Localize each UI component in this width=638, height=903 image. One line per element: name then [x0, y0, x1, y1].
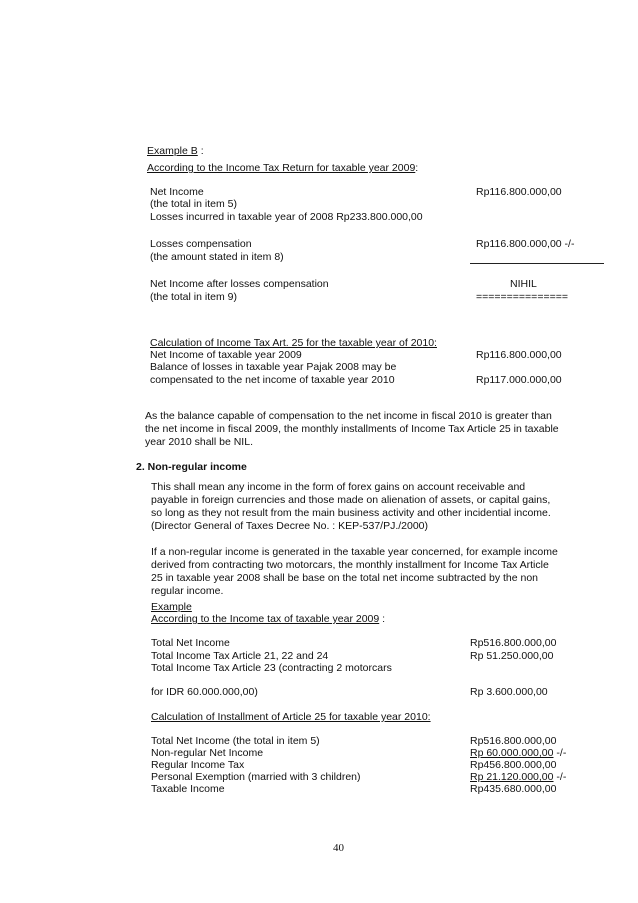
example-row-value: Rp516.800.000,00	[470, 637, 557, 649]
example-b-row-label: Net Income after losses compensation	[150, 278, 329, 290]
installment-row-value: Rp516.800.000,00	[470, 735, 557, 747]
section-2-para2-line: derived from contracting two motorcars, the monthly installment for Income Tax Article	[151, 559, 549, 571]
example-b-heading: Example B :	[147, 145, 204, 157]
example-row-label: for IDR 60.000.000,00)	[151, 686, 258, 698]
subtotal-rule	[470, 263, 604, 264]
double-rule-text: ===============	[476, 291, 568, 303]
calc-2010-row-value: Rp117.000.000,00	[476, 374, 562, 386]
example-b-row-label: (the total in item 9)	[150, 291, 237, 303]
installment-row-label: Personal Exemption (married with 3 children)	[151, 771, 361, 783]
example-row-label: Total Income Tax Article 21, 22 and 24	[151, 650, 329, 662]
installment-row-label: Taxable Income	[151, 783, 225, 795]
installment-row-label: Regular Income Tax	[151, 759, 245, 771]
section-2-para2-line: If a non-regular income is generated in the taxable year concerned, for example income	[151, 546, 558, 558]
example-row-label: Total Net Income	[151, 637, 230, 649]
section-2-para2-line: 25 in taxable year 2008 shall be base on the total net income subtracted by the non	[151, 572, 539, 584]
example-b-row-value: Rp116.800.000,00	[476, 186, 562, 198]
installment-row-label: Non-regular Net Income	[151, 747, 264, 759]
example-b-row-label: Losses compensation	[150, 238, 252, 250]
calc-2010-heading: Calculation of Income Tax Art. 25 for the taxable year of 2010:	[150, 337, 437, 349]
conclusion-line: the net income in fiscal 2009, the monthly installments of Income Tax Article 25 in taxable	[145, 423, 559, 435]
example-b-row-label: (the amount stated in item 8)	[150, 251, 284, 263]
calc-2010-row-value: Rp116.800.000,00	[476, 349, 562, 361]
calc-2010-row-label: Balance of losses in taxable year Pajak 2008 may be	[150, 361, 397, 373]
section-2-para1-line: This shall mean any income in the form of forex gains on account receivable and	[151, 481, 526, 493]
example-b-row-value: Rp116.800.000,00 -/-	[476, 238, 575, 250]
section-2-heading: 2. Non-regular income	[136, 461, 247, 473]
calc-2010-row-label: Net Income of taxable year 2009	[150, 349, 302, 361]
calc-2010-row-label: compensated to the net income of taxable year 2010	[150, 374, 395, 386]
installment-row-value: Rp456.800.000,00	[470, 759, 557, 771]
example-row-label: Total Income Tax Article 23 (contracting 2 motorcars	[151, 662, 392, 674]
example-row-value: Rp 51.250.000,00	[470, 650, 554, 662]
installment-row-label: Total Net Income (the total in item 5)	[151, 735, 320, 747]
example-b-row-label: Net Income	[150, 186, 204, 198]
installment-row-value: Rp 21.120.000,00 -/-	[470, 771, 567, 783]
page-number: 40	[333, 842, 344, 854]
section-2-para1-line: payable in foreign currencies and those made on alienation of assets, or capital gains,	[151, 494, 551, 506]
conclusion-line: As the balance capable of compensation to the net income in fiscal 2010 is greater than	[145, 410, 552, 422]
example-intro: According to the Income tax of taxable year 2009 :	[151, 613, 386, 625]
installment-row-value: Rp 60.000.000,00 -/-	[470, 747, 567, 759]
example-b-row-value: NIHIL	[510, 278, 537, 290]
section-2-para1-line: (Director General of Taxes Decree No. : KEP-537/PJ./2000)	[151, 520, 429, 532]
section-2-para1-line: so long as they not result from the main business activity and other incidential income.	[151, 507, 551, 519]
example-row-value: Rp 3.600.000,00	[470, 686, 548, 698]
example-b-row-label: (the total in item 5)	[150, 198, 237, 210]
installment-heading: Calculation of Installment of Article 25 for taxable year 2010:	[151, 711, 431, 723]
example-b-row-label: Losses incurred in taxable year of 2008 Rp233.800.000,00	[150, 211, 423, 223]
example-heading: Example	[151, 601, 192, 613]
conclusion-line: year 2010 shall be NIL.	[145, 436, 253, 448]
installment-row-value: Rp435.680.000,00	[470, 783, 557, 795]
section-2-para2-line: regular income.	[151, 585, 224, 597]
example-b-intro: According to the Income Tax Return for taxable year 2009:	[147, 162, 419, 174]
